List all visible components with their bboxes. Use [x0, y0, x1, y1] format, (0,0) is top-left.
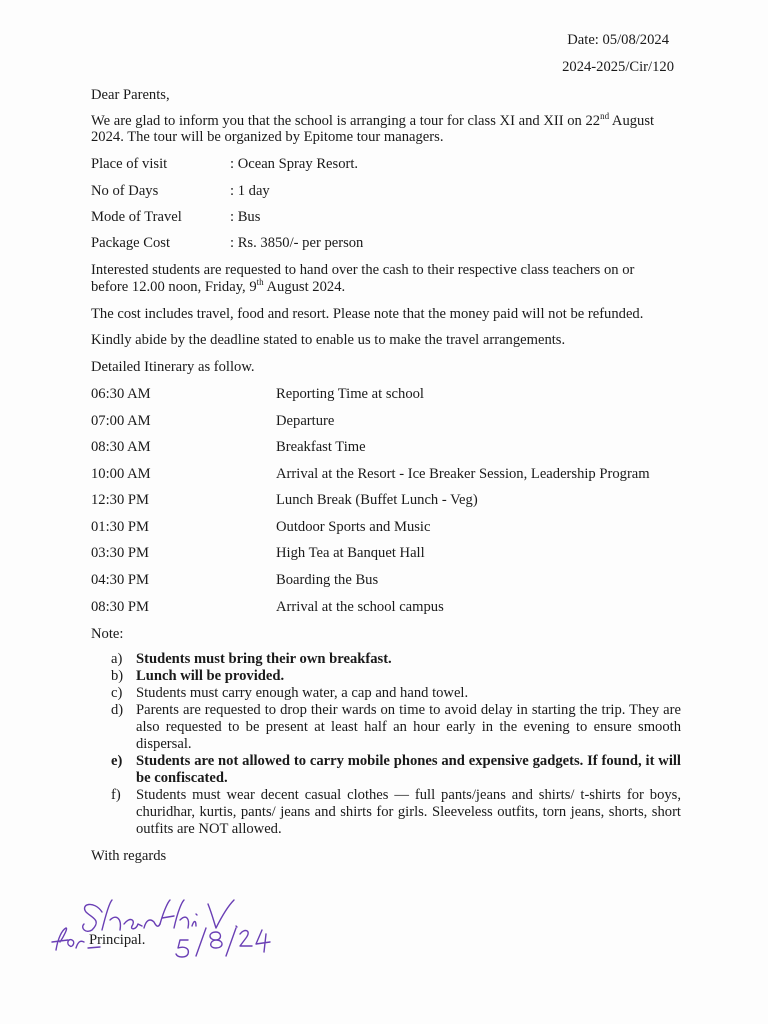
handwritten-signature — [40, 890, 280, 960]
detail-label-days: No of Days — [91, 183, 159, 199]
itinerary-time: 03:30 PM — [91, 545, 149, 561]
note-marker: b) — [111, 668, 124, 684]
itinerary-activity: Reporting Time at school — [276, 386, 424, 402]
detail-label-place: Place of visit — [91, 156, 168, 172]
detail-label-cost: Package Cost — [91, 235, 171, 251]
note-text: Lunch will be provided. — [136, 668, 285, 684]
note-marker: c) — [111, 685, 123, 701]
closing: With regards — [91, 848, 167, 864]
note-text: Parents are requested to drop their wards on time to avoid delay in starting the trip. They are also requested to be present at least half an hour early in the evening to ensure smooth dispersal. — [136, 702, 681, 752]
note-text: Students must wear decent casual clothes — full pants/jeans and shirts/ t-shirts for boys, churidhar, kurtis, pants/ jeans and shirts for girls. Sleeveless outfits, torn jeans, shorts, short outfits are NOT allowed. — [136, 787, 681, 837]
itinerary-activity: Boarding the Bus — [276, 572, 379, 588]
itinerary-activity: Outdoor Sports and Music — [276, 519, 431, 535]
note-marker: a) — [111, 651, 123, 667]
itinerary-heading: Detailed Itinerary as follow. — [91, 359, 255, 375]
principal-title: Principal. — [89, 932, 146, 948]
note-item — [91, 702, 681, 753]
itinerary-time: 12:30 PM — [91, 492, 149, 508]
itinerary-activity: Lunch Break (Buffet Lunch - Veg) — [276, 492, 478, 508]
detail-value-place: : Ocean Spray Resort. — [230, 156, 359, 172]
itinerary-time: 04:30 PM — [91, 572, 149, 588]
itinerary-activity: High Tea at Banquet Hall — [276, 545, 425, 561]
note-text: Students must bring their own breakfast. — [136, 651, 392, 667]
itinerary-time: 08:30 PM — [91, 599, 149, 615]
circular-reference: 2024-2025/Cir/120 — [562, 59, 674, 75]
itinerary-time: 08:30 AM — [91, 439, 151, 455]
intro-line-2: 2024. The tour will be organized by Epitome tour managers. — [91, 129, 444, 145]
note-text: Students are not allowed to carry mobile phones and expensive gadgets. If found, it will be confiscated. — [136, 753, 681, 786]
instruction-ordinal: th — [256, 277, 264, 288]
note-item — [91, 651, 681, 668]
itinerary-activity: Arrival at the Resort - Ice Breaker Session, Leadership Program — [276, 466, 650, 482]
itinerary-activity: Departure — [276, 413, 335, 429]
intro-ordinal: nd — [600, 111, 610, 122]
itinerary-activity: Breakfast Time — [276, 439, 366, 455]
note-heading: Note: — [91, 626, 124, 642]
cost-note: The cost includes travel, food and resort. Please note that the money paid will not be refunded. — [91, 306, 644, 322]
intro-line-1 — [91, 113, 654, 130]
note-marker: f) — [111, 787, 121, 803]
note-text: Students must carry enough water, a cap and hand towel. — [136, 685, 469, 701]
instruction-line-2 — [91, 279, 345, 296]
intro-text-end: August — [609, 113, 655, 129]
detail-value-travel: : Bus — [230, 209, 261, 225]
deadline-note: Kindly abide by the deadline stated to enable us to make the travel arrangements. — [91, 332, 566, 348]
itinerary-time: 07:00 AM — [91, 413, 151, 429]
note-item — [91, 668, 681, 685]
itinerary-activity: Arrival at the school campus — [276, 599, 444, 615]
detail-value-cost: : Rs. 3850/- per person — [230, 235, 364, 251]
itinerary-time: 01:30 PM — [91, 519, 149, 535]
detail-value-days: : 1 day — [230, 183, 270, 199]
instruction-text: before 12.00 noon, Friday, 9 — [91, 279, 257, 295]
note-item — [91, 753, 681, 787]
itinerary-time: 06:30 AM — [91, 386, 151, 402]
note-item — [91, 787, 681, 838]
note-marker: e) — [111, 753, 123, 769]
intro-text: We are glad to inform you that the school is arranging a tour for class XI and XII on 22 — [91, 113, 601, 129]
instruction-text-end: August 2024. — [263, 279, 346, 295]
note-item — [91, 685, 681, 702]
instruction-line-1: Interested students are requested to hand over the cash to their respective class teachers on or — [91, 262, 635, 278]
salutation: Dear Parents, — [91, 87, 170, 103]
itinerary-time: 10:00 AM — [91, 466, 151, 482]
notes-list — [91, 651, 681, 838]
note-marker: d) — [111, 702, 124, 718]
circular-date: Date: 05/08/2024 — [567, 32, 669, 48]
detail-label-travel: Mode of Travel — [91, 209, 182, 225]
